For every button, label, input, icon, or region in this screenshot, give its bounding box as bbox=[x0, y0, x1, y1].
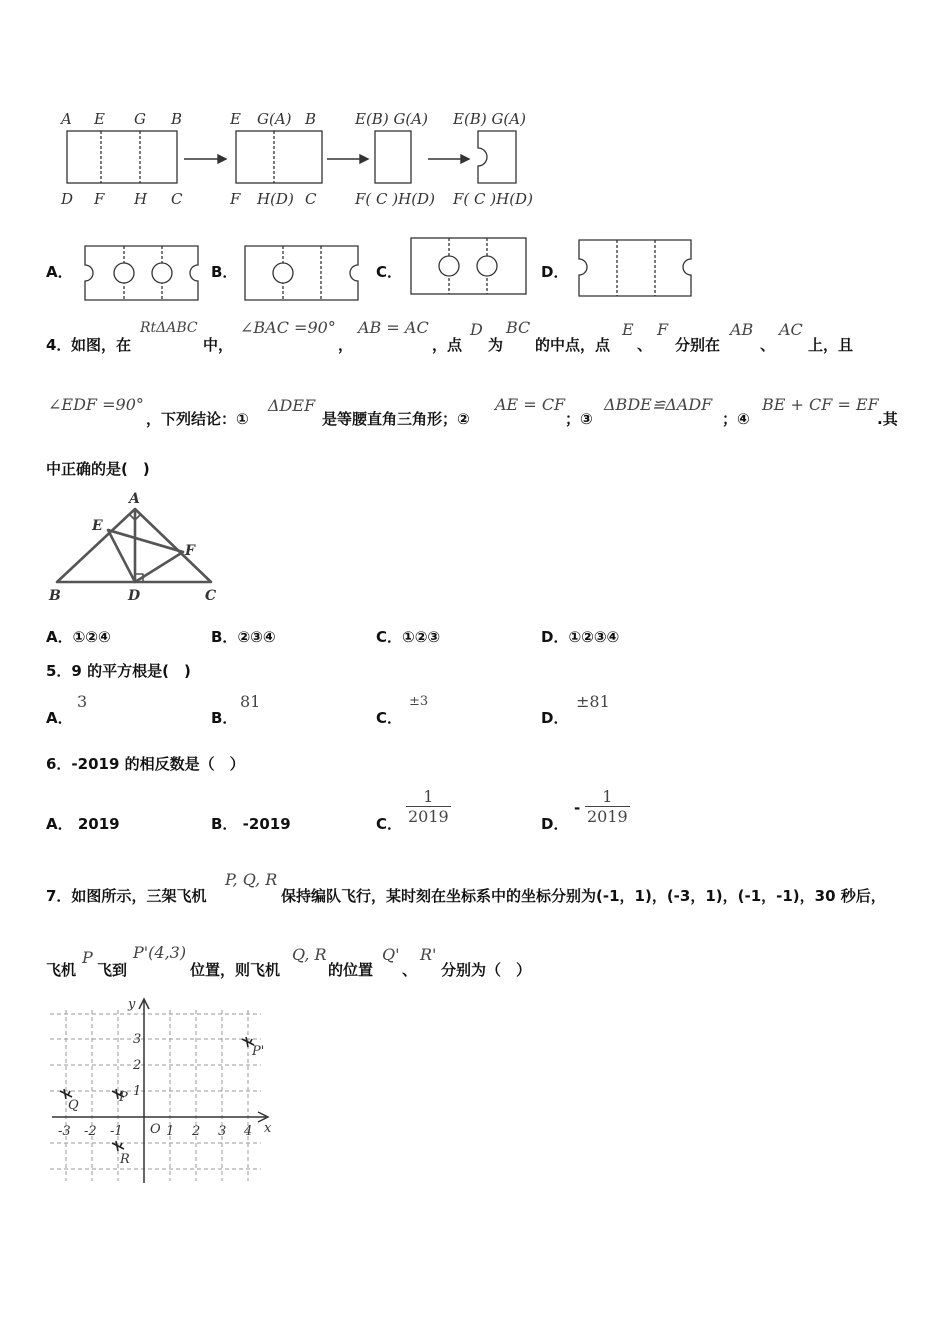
paper-stage-1 bbox=[67, 131, 177, 183]
fold-label: H bbox=[134, 190, 148, 208]
fold-label: C bbox=[305, 190, 317, 208]
option-key: A． bbox=[46, 628, 73, 646]
q4-text: 为 bbox=[488, 336, 504, 354]
point-label-r: R bbox=[120, 1152, 130, 1167]
q6-option-d-sign: - bbox=[574, 799, 581, 817]
q6-stem: 6．-2019 的相反数是（ ） bbox=[46, 755, 245, 773]
q4-math: ΔDEF bbox=[268, 396, 316, 415]
point-label-p-prime: P' bbox=[252, 1044, 265, 1059]
q4-math: RtΔABC bbox=[140, 320, 198, 336]
option-value: -2019 bbox=[242, 815, 291, 833]
q4-text: 中， bbox=[203, 336, 234, 354]
q4-text: 、 bbox=[637, 336, 653, 354]
q6-option-c-fraction bbox=[406, 787, 451, 826]
q7-text: 位置，则飞机 bbox=[190, 961, 281, 979]
q4-triangle-figure bbox=[44, 488, 224, 608]
q4-option-d[interactable] bbox=[541, 626, 619, 647]
fold-label: E bbox=[230, 110, 241, 128]
tick-label: 1 bbox=[133, 1084, 142, 1099]
q5-option-d-key[interactable]: D． bbox=[541, 709, 569, 727]
fold-label: G bbox=[134, 110, 146, 128]
fraction-numerator: 1 bbox=[406, 787, 451, 807]
q5-option-d-value: ±81 bbox=[576, 692, 610, 711]
q4-text: ，下列结论：① bbox=[146, 410, 249, 428]
q4-text: 上，且 bbox=[808, 336, 854, 354]
q6-option-d-key[interactable]: D． bbox=[541, 815, 569, 833]
q4-math: AC bbox=[779, 320, 803, 339]
vertex-label-e: E bbox=[92, 518, 103, 534]
q7-coordinate-grid bbox=[46, 995, 286, 1195]
tick-label: 2 bbox=[192, 1124, 201, 1139]
fold-label: B bbox=[305, 110, 317, 128]
paper-stage-4 bbox=[478, 131, 516, 183]
paper-stage-3 bbox=[375, 131, 411, 183]
fold-label: E(B) G(A) bbox=[355, 110, 428, 128]
point-label-p: P bbox=[119, 1090, 128, 1105]
option-key: B． bbox=[211, 628, 238, 646]
q4-text: .其 bbox=[877, 410, 898, 428]
q4-text: 是等腰直角三角形；② bbox=[322, 410, 470, 428]
q6-option-b[interactable] bbox=[211, 813, 291, 834]
axis-label-x: x bbox=[264, 1121, 272, 1136]
option-key: D． bbox=[541, 628, 569, 646]
q7-text: 分别为（ ） bbox=[441, 961, 532, 979]
q6-option-d-fraction bbox=[585, 787, 630, 826]
vertex-label-b: B bbox=[49, 588, 61, 604]
q3-option-b-label[interactable]: B． bbox=[211, 263, 238, 281]
q3-option-a-figure[interactable] bbox=[78, 242, 202, 304]
tick-label: 1 bbox=[166, 1124, 175, 1139]
q7-math: R' bbox=[420, 945, 437, 964]
fraction-denominator: 2019 bbox=[587, 807, 628, 826]
fold-label: E(B) G(A) bbox=[453, 110, 526, 128]
q4-text: ；③ bbox=[565, 410, 593, 428]
q7-math: P'(4,3) bbox=[133, 943, 187, 962]
q7-math: P, Q, R bbox=[225, 870, 278, 889]
fold-label: G(A) bbox=[257, 110, 292, 128]
tick-label: -2 bbox=[84, 1124, 97, 1139]
q4-option-c[interactable] bbox=[376, 626, 440, 647]
fold-label: F bbox=[230, 190, 241, 208]
q4-text: ，点 bbox=[432, 336, 463, 354]
fraction-denominator: 2019 bbox=[408, 807, 449, 826]
vertex-label-a: A bbox=[129, 491, 140, 507]
q7-text: 飞到 bbox=[97, 961, 128, 979]
fold-label: A bbox=[61, 110, 72, 128]
q4-math: BC bbox=[506, 318, 531, 337]
option-value: 2019 bbox=[77, 815, 120, 833]
q5-option-c-key[interactable]: C． bbox=[376, 709, 403, 727]
option-value: ①②④ bbox=[72, 628, 111, 646]
tick-label: -1 bbox=[110, 1124, 123, 1139]
option-key: A． bbox=[46, 815, 73, 833]
q3-option-d-label[interactable]: D． bbox=[541, 263, 569, 281]
tick-label: 2 bbox=[133, 1058, 142, 1073]
q4-math: ∠EDF =90° bbox=[48, 395, 144, 414]
axis-label-y: y bbox=[128, 997, 136, 1012]
option-value: ②③④ bbox=[237, 628, 276, 646]
q4-math: ∠BAC =90° bbox=[240, 318, 336, 337]
q6-option-a[interactable] bbox=[46, 813, 120, 834]
q7-text: 、 bbox=[402, 961, 418, 979]
q4-text: 的中点，点 bbox=[535, 336, 611, 354]
q6-option-c-key[interactable]: C． bbox=[376, 815, 403, 833]
q7-math: Q' bbox=[382, 945, 400, 964]
fold-label: E bbox=[94, 110, 105, 128]
q4-math: AB bbox=[730, 320, 754, 339]
vertex-label-d: D bbox=[128, 588, 141, 604]
folding-diagram bbox=[50, 105, 560, 215]
q4-math: ΔBDE≌ΔADF bbox=[604, 395, 713, 414]
q7-text: 飞机 bbox=[46, 961, 77, 979]
q4-math: F bbox=[657, 320, 669, 339]
fold-label: H(D) bbox=[257, 190, 294, 208]
paper-stage-2 bbox=[236, 131, 322, 183]
q4-option-b[interactable] bbox=[211, 626, 276, 647]
q5-option-b-key[interactable]: B． bbox=[211, 709, 238, 727]
vertex-label-f: F bbox=[185, 543, 195, 559]
q4-math: AB = AC bbox=[358, 318, 429, 337]
q4-math: E bbox=[622, 320, 634, 339]
q5-option-b-value: 81 bbox=[240, 692, 261, 711]
option-key: B． bbox=[211, 815, 238, 833]
q4-text: 、 bbox=[760, 336, 776, 354]
q3-option-d-figure[interactable] bbox=[575, 238, 697, 300]
q5-option-a-value: 3 bbox=[77, 692, 88, 711]
fold-label: D bbox=[61, 190, 74, 208]
q7-math: P bbox=[82, 948, 93, 967]
tick-label: 3 bbox=[218, 1124, 227, 1139]
q4-math: BE + CF = EF bbox=[762, 395, 879, 414]
q7-text: 的位置 bbox=[328, 961, 374, 979]
tick-label: 3 bbox=[133, 1032, 142, 1047]
q4-text: ；④ bbox=[722, 410, 750, 428]
fold-label: F bbox=[94, 190, 105, 208]
tick-label: 4 bbox=[244, 1124, 253, 1139]
q3-option-c-label[interactable]: C． bbox=[376, 263, 403, 281]
tick-label: -3 bbox=[58, 1124, 71, 1139]
q5-option-a-key[interactable]: A． bbox=[46, 709, 73, 727]
q5-option-c-value: ±3 bbox=[409, 694, 429, 709]
q4-text: ， bbox=[338, 336, 354, 354]
fold-label: C bbox=[171, 190, 183, 208]
q4-math: D bbox=[470, 320, 483, 339]
fold-label: B bbox=[171, 110, 183, 128]
q5-stem: 5．9 的平方根是( ) bbox=[46, 662, 191, 680]
origin-label: O bbox=[150, 1122, 161, 1137]
fold-label: F( C )H(D) bbox=[453, 190, 533, 208]
q4-text: 如图，在 bbox=[71, 336, 132, 354]
vertex-label-c: C bbox=[205, 588, 217, 604]
option-value: ①②③④ bbox=[568, 628, 620, 646]
q7-math: Q, R bbox=[292, 945, 327, 964]
q3-option-c-figure[interactable] bbox=[408, 236, 530, 298]
option-value: ①②③ bbox=[402, 628, 441, 646]
q4-math: AE = CF bbox=[495, 395, 566, 414]
q4-option-a[interactable] bbox=[46, 626, 111, 647]
q4-text: 分别在 bbox=[675, 336, 721, 354]
point-label-q: Q bbox=[68, 1098, 79, 1113]
q3-option-b-figure[interactable] bbox=[240, 242, 364, 304]
q4-number: 4． bbox=[46, 336, 72, 354]
q4-text: 中正确的是( ) bbox=[46, 460, 150, 478]
q7-text: 保持编队飞行，某时刻在坐标系中的坐标分别为(-1，1)，(-3，1)，(-1，-1)，30 秒后， bbox=[281, 887, 886, 905]
fold-label: F( C )H(D) bbox=[355, 190, 435, 208]
fraction-numerator: 1 bbox=[585, 787, 630, 807]
q3-option-a-label[interactable]: A． bbox=[46, 263, 73, 281]
q7-text: 7．如图所示，三架飞机 bbox=[46, 887, 207, 905]
option-key: C． bbox=[376, 628, 403, 646]
